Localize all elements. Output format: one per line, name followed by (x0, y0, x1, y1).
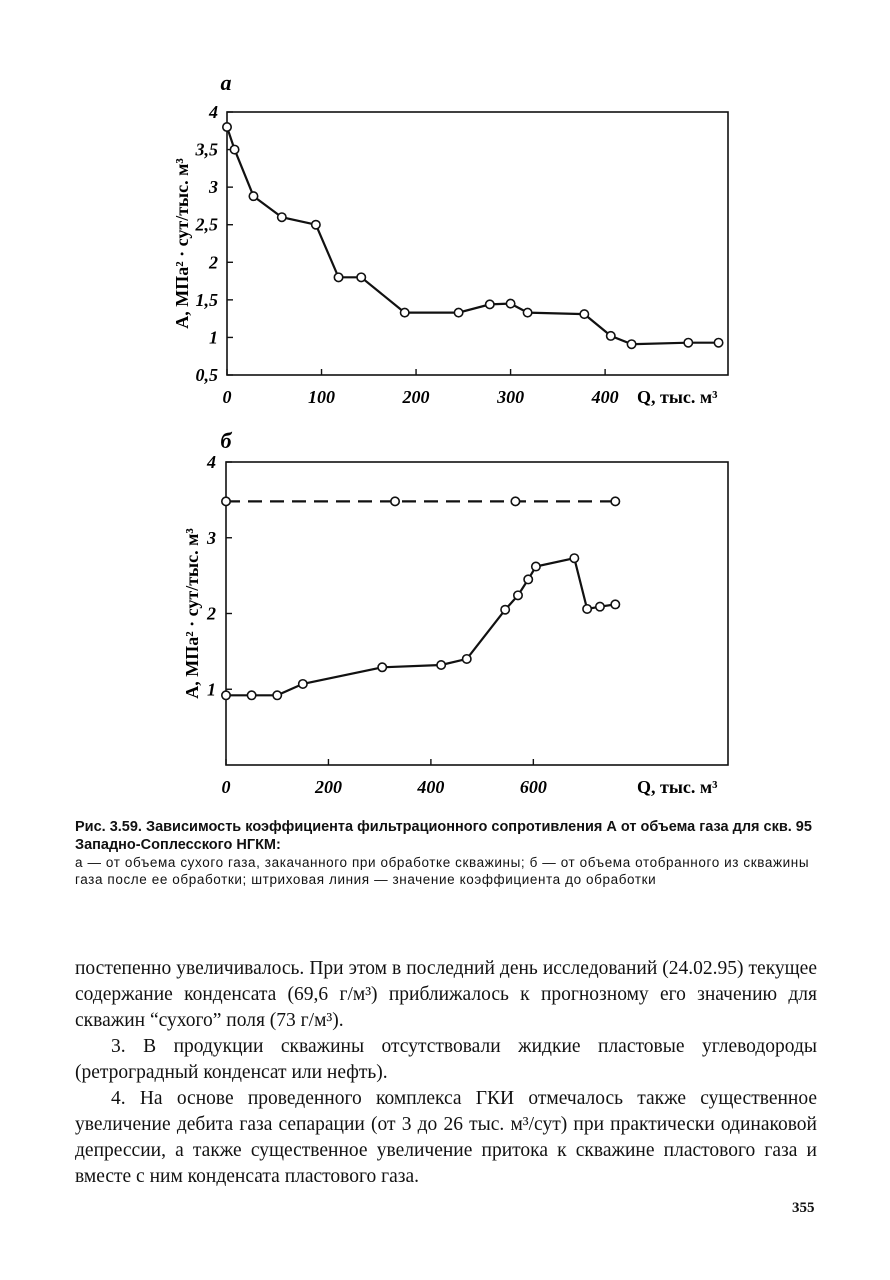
x-tick-label: 100 (308, 387, 336, 407)
x-axis-title: Q, тыс. м³ (637, 387, 718, 407)
y-tick-label: 3,5 (195, 139, 218, 160)
y-tick-label: 3 (209, 177, 218, 198)
figure-caption (75, 818, 817, 888)
data-point (514, 591, 522, 599)
plot-frame (227, 112, 728, 375)
body-text (75, 956, 817, 1190)
y-tick-label: 3 (207, 527, 216, 548)
data-point (583, 605, 591, 613)
data-point (607, 332, 615, 340)
x-tick-label: 400 (591, 387, 619, 407)
y-tick-label: 4 (209, 102, 218, 122)
y-tick-label: 1 (207, 679, 216, 700)
y-axis-title: А, МПа² · сут/тыс. м³ (172, 158, 192, 329)
data-point (684, 338, 692, 346)
data-point (506, 299, 514, 307)
data-point (230, 145, 238, 153)
data-point (378, 663, 386, 671)
x-tick-label: 0 (222, 387, 232, 407)
data-point (511, 497, 519, 505)
data-point (580, 310, 588, 318)
x-tick-label: 400 (417, 777, 445, 797)
data-point (532, 562, 540, 570)
data-point (611, 600, 619, 608)
x-tick-label: 600 (519, 777, 547, 797)
data-point (334, 273, 342, 281)
y-tick-label: 1 (209, 327, 218, 348)
chart-a (0, 60, 890, 420)
data-point (401, 308, 409, 316)
data-point (714, 338, 722, 346)
x-tick-label: 300 (497, 387, 525, 407)
series-line-solid (227, 127, 719, 344)
series-line-solid (226, 558, 615, 695)
data-point (524, 575, 532, 583)
y-tick-label: 1,5 (195, 289, 218, 310)
data-point (501, 606, 509, 614)
plot-a (172, 102, 728, 407)
y-tick-label: 2 (209, 252, 218, 273)
paragraph-2: 3. В продукции скважины отсутствовали жидкие пластовые углеводороды (ретроградный конденсат или нефть). (75, 1036, 817, 1083)
x-tick-label: 0 (221, 777, 231, 797)
data-point (454, 308, 462, 316)
y-tick-label: 2 (207, 603, 216, 624)
data-point (247, 691, 255, 699)
data-point (391, 497, 399, 505)
data-point (463, 655, 471, 663)
page-number: 355 (792, 1200, 815, 1216)
data-point (278, 213, 286, 221)
panel-label-a: а (220, 70, 232, 95)
x-axis-title: Q, тыс. м³ (637, 777, 718, 797)
data-point (596, 602, 604, 610)
x-tick-label: 200 (314, 777, 342, 797)
data-point (486, 300, 494, 308)
data-point (357, 273, 365, 281)
data-point (627, 340, 635, 348)
data-point (249, 192, 257, 200)
y-tick-label: 2,5 (195, 214, 218, 235)
chart-b (0, 420, 890, 810)
y-axis-title: А, МПа² · сут/тыс. м³ (182, 528, 202, 699)
paragraph-1: постепенно увеличивалось. При этом в последний день исследований (24.02.95) текущее содержание конденсата (69,6 г/м³) приближалось к прогнозному его значению для скважин “сухого” поля (73 г/м³). (75, 958, 817, 1031)
data-point (223, 123, 231, 131)
data-point (570, 554, 578, 562)
data-point (523, 308, 531, 316)
data-point (611, 497, 619, 505)
y-tick-label: 0,5 (195, 365, 218, 385)
plot-frame (226, 462, 728, 765)
data-point (312, 221, 320, 229)
data-point (222, 497, 230, 505)
y-tick-label: 4 (207, 452, 216, 472)
data-point (437, 661, 445, 669)
panel-label-b: б (220, 428, 232, 453)
paragraph-3: 4. На основе проведенного комплекса ГКИ отмечалось также существенное увеличение дебита газа сепарации (от 3 до 26 тыс. м³/сут) при практически одинаковой депрессии, а также существенное увеличение притока к скважине пластового газа и вместе с ним конденсата пластового газа. (75, 1088, 817, 1187)
plot-b (182, 452, 728, 797)
caption-title: Рис. 3.59. Зависимость коэффициента фильтрационного сопротивления А от объема газа для скв. 95 Западно-Соплесского НГКМ: (75, 819, 812, 853)
caption-body: а — от объема сухого газа, закачанного при обработке скважины; б — от объема отобранного из скважины газа после ее обработки; штриховая линия — значение коэффициента до обработки (75, 855, 810, 887)
data-point (299, 680, 307, 688)
x-tick-label: 200 (402, 387, 430, 407)
data-point (273, 691, 281, 699)
data-point (222, 691, 230, 699)
